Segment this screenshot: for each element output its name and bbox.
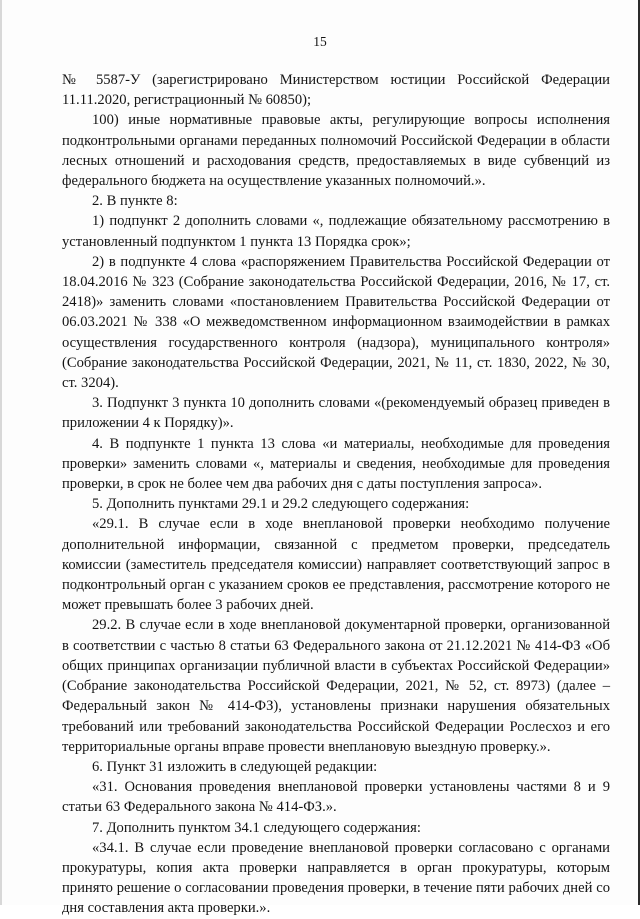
scan-edge xyxy=(0,0,2,905)
paragraph-continuation: № 5587-У (зарегистрировано Министерством юстиции Российской Федерации 11.11.2020, регистрационный № 60850); xyxy=(62,72,610,109)
paragraph-clause-34-1: «34.1. В случае если проведение внеплановой проверки согласовано с органами прокуратуры, копия акта проверки направляется в орган прокуратуры, которым принято решение о согласовании проведения проверки, в течение пяти рабочих дней со дня составления акта проверки.». xyxy=(62,839,610,917)
paragraph-clause-29-2: 29.2. В случае если в ходе внеплановой документарной проверки, организованной в соответствии с частью 8 статьи 63 Федерального закона от 21.12.2021 № 414-ФЗ «Об общих принципах организации публичной власти в субъектах Российской Федерации» (Собрание законодательства Российской Федерации, 2021, № 52, ст. 8973) (далее – Федеральный закон № 414-ФЗ), установлены признаки нарушения обязательных требований или требований законодательства Российской Федерации Рослесхоз и его территориальные органы вправе провести внеплановую выездную проверку.». xyxy=(62,617,610,755)
paragraph-point-3: 3. Подпункт 3 пункта 10 дополнить словами «(рекомендуемый образец приведен в приложении 4 к Порядку)». xyxy=(62,395,610,432)
paragraph-subpoint-1: 1) подпункт 2 дополнить словами «, подлежащие обязательному рассмотрению в установленный подпунктом 1 пункта 13 Порядка срок»; xyxy=(62,213,610,250)
document-body xyxy=(62,70,610,919)
paragraph-clause-31: «31. Основания проведения внеплановой проверки установлены частями 8 и 9 статьи 63 Федерального закона № 414-ФЗ.». xyxy=(62,779,610,816)
paragraph-point-4: 4. В подпункте 1 пункта 13 слова «и материалы, необходимые для проведения проверки» заменить словами «, материалы и сведения, необходимые для проведения проверки, в срок не более чем два рабочих дня с даты поступления запроса». xyxy=(62,435,610,493)
paragraph-item-100: 100) иные нормативные правовые акты, регулирующие вопросы исполнения подконтрольными органами переданных полномочий Российской Федерации в области лесных отношений и расходования средств, предоставляемых в виде субвенций из федерального бюджета на осуществление указанных полномочий.». xyxy=(62,112,610,190)
paragraph-point-2: 2. В пункте 8: xyxy=(92,193,178,210)
paragraph-subpoint-2: 2) в подпункте 4 слова «распоряжением Правительства Российской Федерации от 18.04.2016 № 323 (Собрание законодательства Российской Федерации, 2016, № 17, ст. 2418)» заменить словами «постановлением Правительства Российской Федерации от 06.03.2021 № 338 «О межведомственном информационном взаимодействии в рамках осуществления государственного контроля (надзора), муниципального контроля» (Собрание законодательства Российской Федерации, 2021, № 11, ст. 1830, 2022, № 30, ст. 3204). xyxy=(62,253,610,392)
paragraph-point-7: 7. Дополнить пунктом 34.1 следующего содержания: xyxy=(92,819,421,836)
paragraph-clause-29-1: «29.1. В случае если в ходе внеплановой проверки необходимо получение дополнительной информации, связанной с предметом проверки, председатель комиссии (заместитель председателя комиссии) направляет соответствующий запрос в подконтрольный орган с указанием сроков ее представления, рассмотрение которого не может превышать более 3 рабочих дней. xyxy=(62,516,610,614)
paragraph-point-5: 5. Дополнить пунктами 29.1 и 29.2 следующего содержания: xyxy=(92,496,470,513)
paragraph-point-6: 6. Пункт 31 изложить в следующей редакции: xyxy=(92,758,378,775)
page-number: 15 xyxy=(313,34,327,49)
